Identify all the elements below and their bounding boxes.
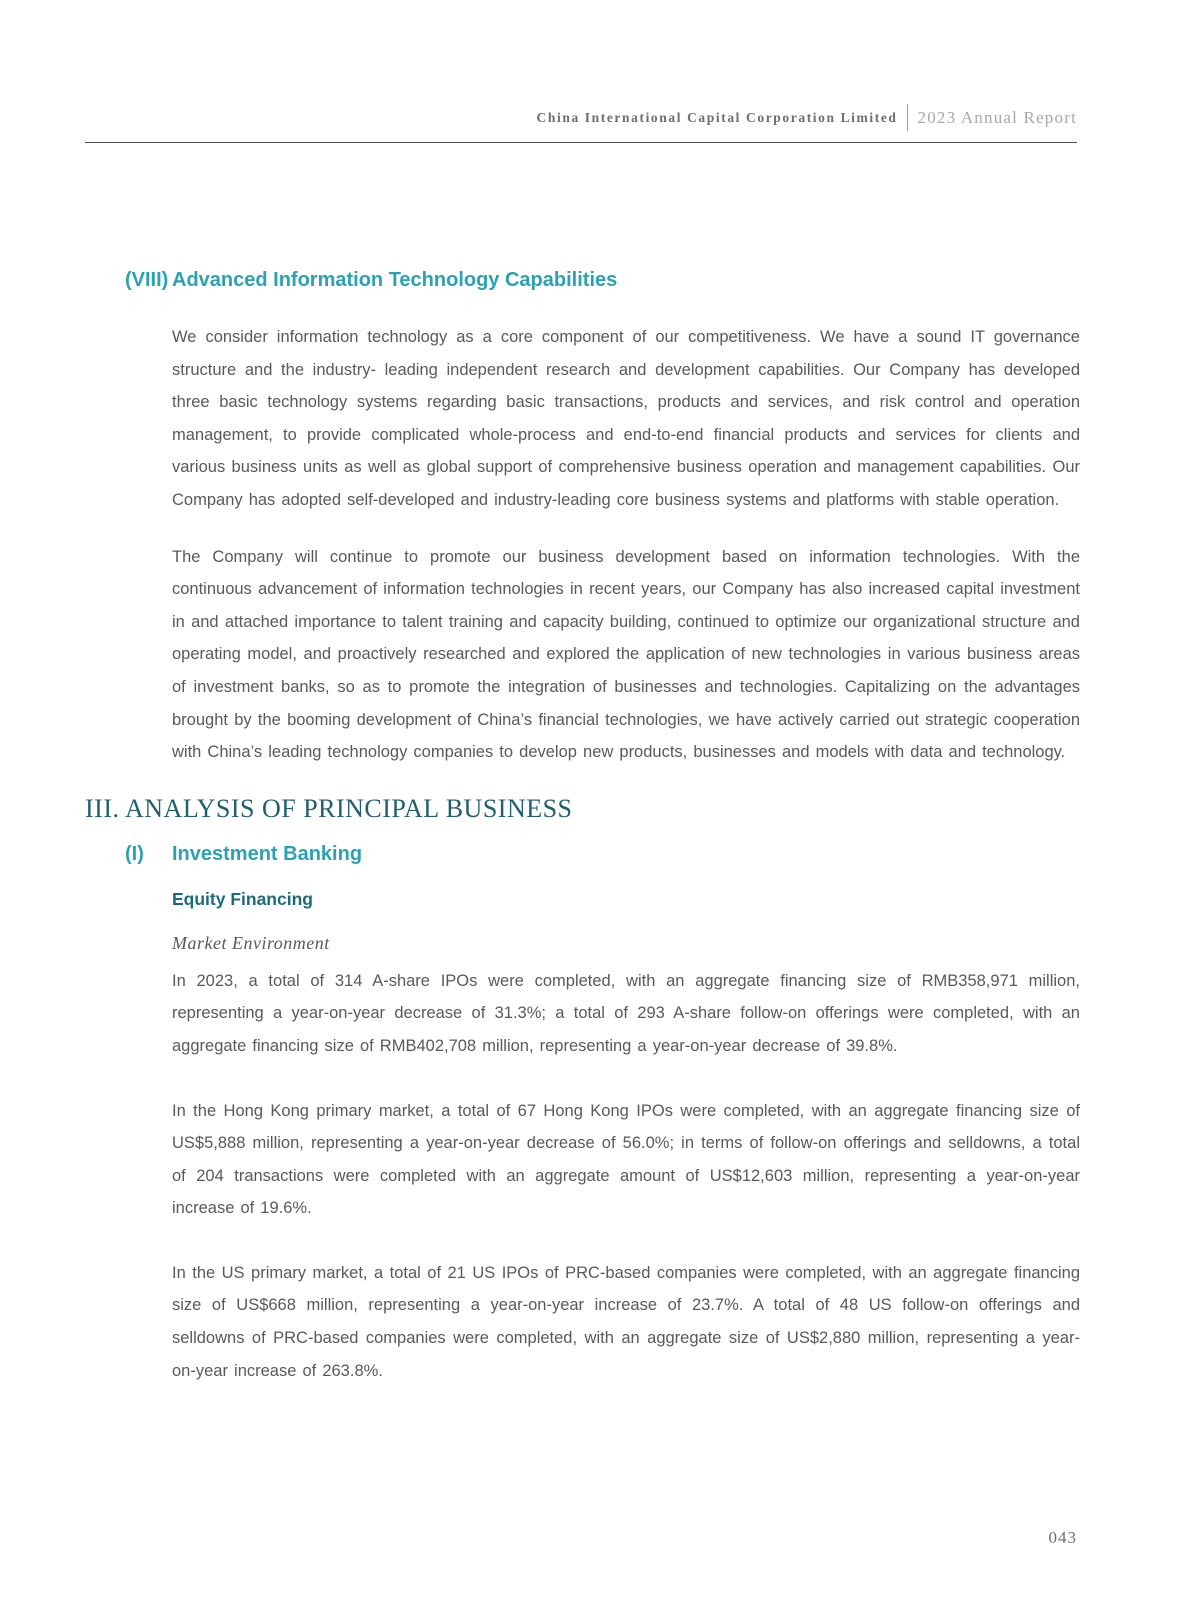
market-paragraph-us: In the US primary market, a total of 21 US IPOs of PRC-based companies were completed, with an aggregate financing size of US$668 million, representing a year-on-year increase of 23.7%. A total of 48 US follow-on offerings and selldowns of PRC-based companies were completed, with an aggregate size of US$2,880 million, representing a year-on-year increase of 263.8%. xyxy=(172,1263,1080,1380)
section-viii-paragraph-2: The Company will continue to promote our business development based on information technologies. With the continuous advancement of information technologies in recent years, our Company has also increased capital investment in and attached importance to talent training and capacity building, continued to optimize our organizational structure and operating model, and proactively researched and explored the application of new technologies in various business areas of investment banks, so as to promote the integration of businesses and technologies. Capitalizing on the advantages brought by the booming development of China’s financial technologies, we have actively carried out strategic cooperation with China’s leading technology companies to develop new products, businesses and models with data and technology. xyxy=(172,547,1080,762)
page-header xyxy=(85,0,1077,131)
section-iii-heading xyxy=(85,793,1190,825)
header-report-title: 2023 Annual Report xyxy=(917,107,1077,127)
section-iii-title: ANALYSIS OF PRINCIPAL BUSINESS xyxy=(125,793,573,823)
header-rule xyxy=(85,142,1077,143)
investment-banking-number: (I) xyxy=(125,842,144,865)
market-paragraph-a-share: In 2023, a total of 314 A-share IPOs were completed, with an aggregate financing size of RMB358,971 million, representing a year-on-year decrease of 31.3%; a total of 293 A-share follow-on offerings were completed, with an aggregate financing size of RMB402,708 million, representing a year-on-year decrease of 39.8%. xyxy=(172,971,1080,1055)
header-company-name: China International Capital Corporation Limited xyxy=(536,109,898,125)
header-divider xyxy=(907,104,908,131)
section-viii-paragraph-1: We consider information technology as a core component of our competitiveness. We have a sound IT governance structure and the industry- leading independent research and development capabilities. Our Company has developed three basic technology systems regarding basic transactions, products and services, and risk control and operation management, to provide complicated whole-process and end-to-end financial products and services for clients and various business units as well as global support of comprehensive business operation and management capabilities. Our Company has adopted self-developed and industry-leading core business systems and platforms with stable operation. xyxy=(172,328,1080,509)
section-iii-number: III. xyxy=(85,793,120,823)
page-number: 043 xyxy=(1048,1528,1077,1547)
investment-banking-title: Investment Banking xyxy=(172,842,363,865)
investment-banking-heading xyxy=(125,841,1190,867)
market-environment-heading: Market Environment xyxy=(172,932,330,953)
market-paragraph-hong-kong: In the Hong Kong primary market, a total of 67 Hong Kong IPOs were completed, with an aggregate financing size of US$5,888 million, representing a year-on-year decrease of 56.0%; in terms of follow-on offerings and selldowns, a total of 204 transactions were completed with an aggregate amount of US$12,603 million, representing a year-on-year increase of 19.6%. xyxy=(172,1101,1080,1218)
section-viii-title: Advanced Information Technology Capabilities xyxy=(172,269,618,291)
section-viii-heading xyxy=(125,267,1190,293)
section-viii-number: (VIII) xyxy=(125,269,169,291)
equity-financing-heading: Equity Financing xyxy=(172,888,313,909)
